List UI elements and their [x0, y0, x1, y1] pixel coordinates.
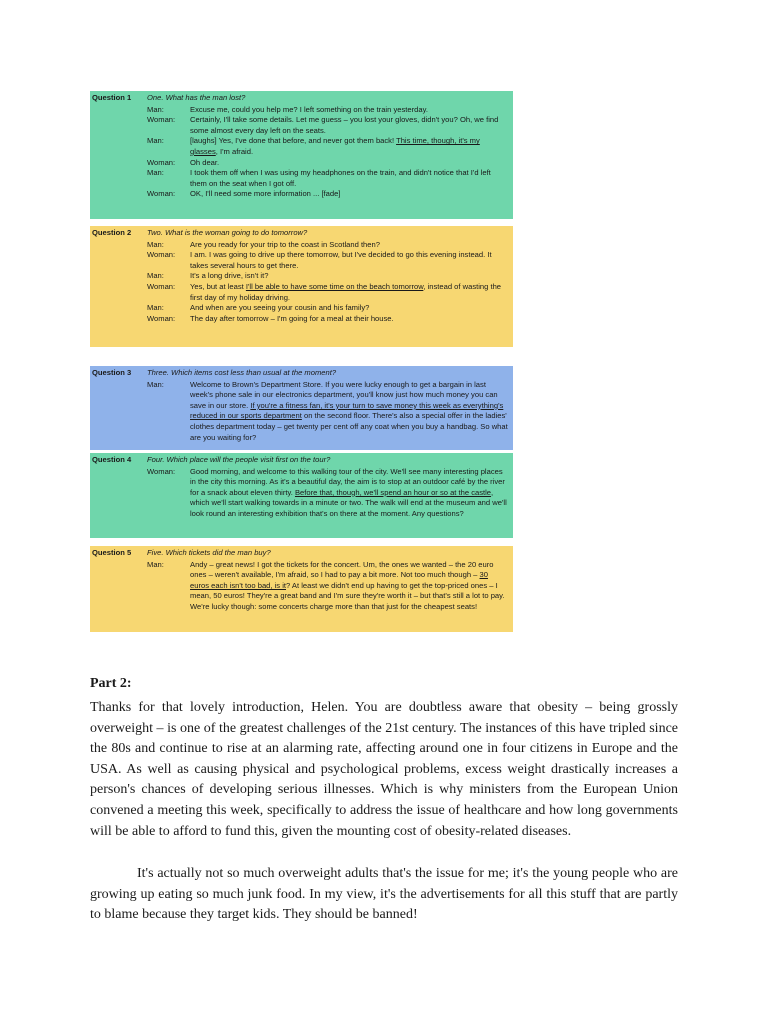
dialogue-text-part: Certainly, I'll take some details. Let me guess – you lost your gloves, didn't you? Oh, we find some almost every day left on the seats.	[190, 115, 499, 135]
part-2-paragraph-2: It's actually not so much overweight adults that's the issue for me; it's the young people who are growing up eating so much junk food. In my view, it's the advertisements for all this stuff that are partly to blame because they target kids. They should be banned!	[90, 866, 678, 923]
speaker-label: Woman:	[147, 189, 176, 199]
speaker-label: Man:	[147, 136, 164, 146]
dialogue-text	[190, 250, 509, 271]
dialogue-line	[92, 282, 509, 303]
question-header	[92, 548, 509, 559]
question-text: One. What has the man lost?	[147, 93, 246, 102]
dialogue-text	[190, 168, 509, 189]
question-label: Question 5	[92, 548, 132, 557]
dialogue-text-part: The day after tomorrow – I'm going for a meal at their house.	[190, 313, 394, 323]
speaker-label: Woman:	[147, 115, 176, 125]
speaker-label: Man:	[147, 239, 164, 249]
speaker-label: Man:	[147, 104, 164, 114]
dialogue-text	[190, 189, 509, 200]
dialogue-line	[92, 303, 509, 314]
dialogue-text-part: I took them off when I was using my headphones on the train, and didn't notice that I'd left them on the seat when I got off.	[190, 168, 491, 188]
dialogue-text-part: on the second floor. There's also a special offer in the ladies' clothes department today – get twenty per cent off any coat when you buy a handbag. So what are you waiting for?	[190, 411, 508, 442]
question-label: Question 1	[92, 93, 132, 102]
dialogue-text-part: Good morning, and welcome to this walking tour of the city. We'll see many interesting places in the city this morning. As it's a beautiful day, the aim is to stop at an outdoor café by the river for a snack about eleven thirty.	[190, 466, 505, 497]
dialogue-text-part: I am. I was going to drive up there tomorrow, but I've decided to go this evening instead. It takes several hours to get there.	[190, 250, 492, 270]
dialogue-text-part: And when are you seeing your cousin and his family?	[190, 303, 370, 313]
question-text: Five. Which tickets did the man buy?	[147, 548, 271, 557]
question-text: Four. Which place will the people visit first on the tour?	[147, 455, 331, 464]
question-label: Question 4	[92, 455, 132, 464]
dialogue-text	[190, 282, 509, 303]
dialogue-text	[190, 240, 509, 251]
dialogue-text	[190, 271, 509, 282]
dialogue-line	[92, 314, 509, 325]
question-4-block	[90, 453, 513, 538]
dialogue-text	[190, 105, 509, 116]
underlined-answer: Before that, though, we'll spend an hour or so at the castle	[294, 487, 492, 497]
speaker-label: Man:	[147, 559, 164, 569]
speaker-label: Man:	[147, 303, 164, 313]
question-2-block	[90, 226, 513, 347]
dialogue-line	[92, 115, 509, 136]
underlined-answer: If you're a fitness fan, it's your turn to save money this week as everything's reduced in our sports department	[190, 400, 504, 421]
dialogue-text	[190, 158, 509, 169]
dialogue-text-part: Oh dear.	[190, 157, 220, 167]
speaker-label: Man:	[147, 271, 164, 281]
dialogue-text-part: Welcome to Brown's Department Store. If you were lucky enough to get a bargain in last week's phone sale in our electronics department, you'll know just how much money you can save in our store.	[190, 379, 498, 410]
question-header	[92, 93, 509, 104]
dialogue-line	[92, 158, 509, 169]
dialogue-text-part: , instead of wasting the first day of my holiday driving.	[190, 281, 502, 302]
dialogue-text-part: [laughs] Yes, I've done that before, and never got them back!	[190, 136, 397, 146]
dialogue-line	[92, 168, 509, 189]
question-label: Question 2	[92, 228, 132, 237]
question-3-block	[90, 366, 513, 450]
dialogue-text-part: , I'm afraid.	[215, 146, 254, 156]
question-text: Three. Which items cost less than usual at the moment?	[147, 368, 337, 377]
question-text: Two. What is the woman going to do tomorrow?	[147, 228, 308, 237]
dialogue-text-part: Are you ready for your trip to the coast in Scotland then?	[190, 239, 380, 249]
speaker-label: Woman:	[147, 250, 176, 260]
speaker-label: Woman:	[147, 313, 176, 323]
speaker-label: Woman:	[147, 466, 176, 476]
dialogue-text	[190, 380, 509, 444]
dialogue-text-part: It's a long drive, isn't it?	[190, 271, 269, 281]
question-header	[92, 228, 509, 239]
dialogue-text	[190, 136, 509, 157]
dialogue-line	[92, 250, 509, 271]
dialogue-line	[92, 240, 509, 251]
question-label: Question 3	[92, 368, 132, 377]
dialogue-text	[190, 303, 509, 314]
dialogue-text-part: Excuse me, could you help me? I left something on the train yesterday.	[190, 104, 428, 114]
speaker-label: Man:	[147, 379, 164, 389]
speaker-label: Man:	[147, 168, 164, 178]
dialogue-line	[92, 189, 509, 200]
underlined-answer: 30 euros each isn't too bad, is it	[190, 570, 488, 590]
part-2-paragraph-1: Thanks for that lovely introduction, Helen. You are doubtless aware that obesity – being grossly overweight – is one of the greatest challenges of the 21st century. The instances of this have tripled since the 80s and continue to rise at an alarming rate, affecting around one in four citizens in Europe and the USA. As well as causing physical and psychological problems, excess weight drastically increases a person's chances of developing serious illnesses. Which is why ministers from the European Union convened a meeting this week, specifically to address the issue of healthcare and how long governments will be able to afford to fund this, given the mounting cost of obesity-related diseases.	[90, 700, 678, 839]
dialogue-line	[92, 271, 509, 282]
dialogue-line	[92, 380, 509, 444]
question-header	[92, 368, 509, 379]
dialogue-text-part: ? At least we didn't end up having to get the top-priced ones – I mean, 50 euros! They're a great band and I'm sure they're worth it – but that's still a lot to pay. We're lucky though: some concerts charge more than that just for the cheapest seats!	[190, 580, 505, 611]
dialogue-line	[92, 560, 509, 613]
speaker-label: Woman:	[147, 157, 176, 167]
dialogue-text	[190, 467, 509, 520]
dialogue-text	[190, 560, 509, 613]
dialogue-line	[92, 136, 509, 157]
underlined-answer: This time, though, it's my glasses	[190, 136, 480, 156]
speaker-label: Woman:	[147, 281, 176, 291]
dialogue-line	[92, 105, 509, 116]
question-5-block	[90, 546, 513, 632]
underlined-answer: I'll be able to have some time on the beach tomorrow	[245, 281, 424, 291]
dialogue-text-part: , which we'll start walking towards in a minute or two. The walk will end at the museum and we'll look round an interesting exhibition that's on there at the moment. Any questions?	[190, 487, 507, 518]
dialogue-text	[190, 314, 509, 325]
dialogue-text	[190, 115, 509, 136]
dialogue-text-part: Yes, but at least	[190, 281, 246, 291]
dialogue-line	[92, 467, 509, 520]
dialogue-text-part: Andy – great news! I got the tickets for the concert. Um, the ones we wanted – the 20 euro ones – weren't available, I'm afraid, so I had to pay a bit more. Not too much though –	[190, 559, 494, 580]
part-2-heading: Part 2:	[90, 676, 132, 691]
question-header	[92, 455, 509, 466]
question-1-block	[90, 91, 513, 219]
dialogue-text-part: OK, I'll need some more information ... [fade]	[190, 189, 341, 199]
